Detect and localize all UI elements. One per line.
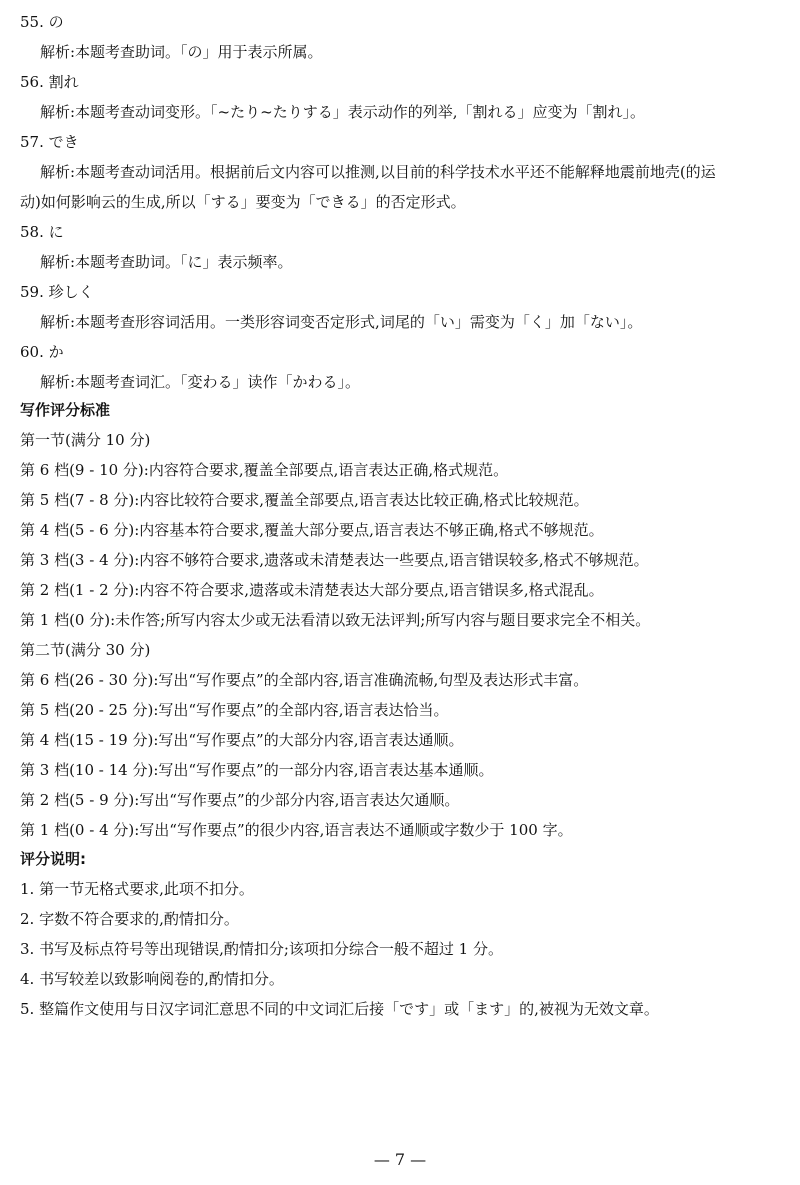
explanation-57-cont: 动)如何影响云的生成,所以「する」要变为「できる」的否定形式。 — [20, 193, 466, 211]
scoring-notes-title: 评分说明: — [20, 850, 86, 868]
explanation-59: 解析:本题考查形容词活用。一类形容词变否定形式,词尾的「い」需变为「く」加「ない」。 — [40, 313, 643, 331]
section1-grade-4: 第 4 档(5 - 6 分):内容基本符合要求,覆盖大部分要点,语言表达不够正确,格式不够规范。 — [20, 521, 604, 539]
section2-grade-1: 第 1 档(0 - 4 分):写出“写作要点”的很少内容,语言表达不通顺或字数少于 100 字。 — [20, 821, 573, 839]
answer-60: 60. か — [20, 343, 64, 361]
section2-grade-4: 第 4 档(15 - 19 分):写出“写作要点”的大部分内容,语言表达通顺。 — [20, 731, 464, 749]
writing-criteria-title: 写作评分标准 — [20, 401, 111, 419]
section1-grade-2: 第 2 档(1 - 2 分):内容不符合要求,遗落或未清楚表达大部分要点,语言错误多,格式混乱。 — [20, 581, 604, 599]
section1-title: 第一节(满分 10 分) — [20, 431, 151, 449]
section1-grade-5: 第 5 档(7 - 8 分):内容比较符合要求,覆盖全部要点,语言表达比较正确,格式比较规范。 — [20, 491, 589, 509]
answer-59: 59. 珍しく — [20, 283, 94, 301]
scoring-note-2: 2. 字数不符合要求的,酌情扣分。 — [20, 910, 239, 928]
section1-grade-3: 第 3 档(3 - 4 分):内容不够符合要求,遗落或未清楚表达一些要点,语言错误较多,格式不够规范。 — [20, 551, 649, 569]
scoring-note-3: 3. 书写及标点符号等出现错误,酌情扣分;该项扣分综合一般不超过 1 分。 — [20, 940, 503, 958]
section2-grade-3: 第 3 档(10 - 14 分):写出“写作要点”的一部分内容,语言表达基本通顺。 — [20, 761, 494, 779]
answer-58: 58. に — [20, 223, 64, 241]
page-number: — 7 — — [373, 1150, 427, 1169]
answer-55: 55. の — [20, 13, 64, 31]
section2-grade-6: 第 6 档(26 - 30 分):写出“写作要点”的全部内容,语言准确流畅,句型及表达形式丰富。 — [20, 671, 589, 689]
scoring-note-5: 5. 整篇作文使用与日汉字词汇意思不同的中文词汇后接「です」或「ます」的,被视为无效文章。 — [20, 1000, 659, 1018]
scoring-note-4: 4. 书写较差以致影响阅卷的,酌情扣分。 — [20, 970, 284, 988]
section2-title: 第二节(满分 30 分) — [20, 641, 151, 659]
section1-grade-6: 第 6 档(9 - 10 分):内容符合要求,覆盖全部要点,语言表达正确,格式规范。 — [20, 461, 509, 479]
scoring-note-1: 1. 第一节无格式要求,此项不扣分。 — [20, 880, 254, 898]
explanation-56: 解析:本题考查动词变形。「~たり~たりする」表示动作的列举,「割れる」应变为「割れ」。 — [40, 103, 645, 121]
section2-grade-2: 第 2 档(5 - 9 分):写出“写作要点”的少部分内容,语言表达欠通顺。 — [20, 791, 460, 809]
answer-56: 56. 割れ — [20, 73, 79, 91]
explanation-57: 解析:本题考查动词活用。根据前后文内容可以推测,以目前的科学技术水平还不能解释地震前地壳(的运 — [40, 163, 716, 181]
explanation-60: 解析:本题考查词汇。「変わる」读作「かわる」。 — [40, 373, 361, 391]
answer-57: 57. でき — [20, 133, 79, 151]
explanation-58: 解析:本题考查助词。「に」表示频率。 — [40, 253, 293, 271]
section2-grade-5: 第 5 档(20 - 25 分):写出“写作要点”的全部内容,语言表达恰当。 — [20, 701, 449, 719]
section1-grade-1: 第 1 档(0 分):未作答;所写内容太少或无法看清以致无法评判;所写内容与题目要求完全不相关。 — [20, 611, 651, 629]
explanation-55: 解析:本题考查助词。「の」用于表示所属。 — [40, 43, 323, 61]
